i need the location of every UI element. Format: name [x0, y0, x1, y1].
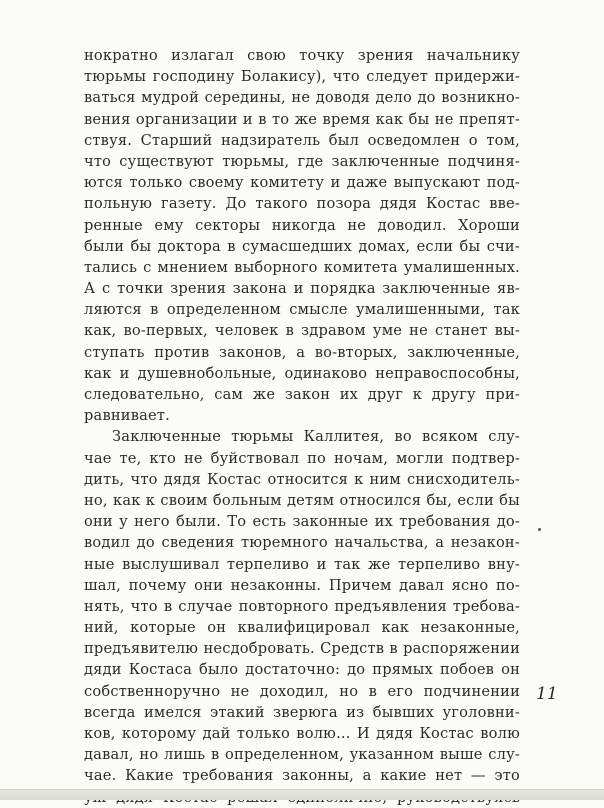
text-line: были бы доктора в сумасшедших домах, если бы счи-: [84, 237, 520, 255]
text-line: тюрьмы господину Болакису), что следует придержи-: [84, 68, 520, 86]
text-line: следовательно, сам же закон их друг к другу при-: [84, 386, 520, 403]
text-line: ются только своему комитету и даже выпускают под-: [84, 174, 520, 192]
text-line: ступать против законов, а во-вторых, заключенные,: [84, 343, 520, 361]
text-line: ренные ему секторы никогда не доводил. Хороши: [84, 216, 520, 234]
text-line: дяди Костаса было достаточно: до прямых побоев он: [84, 661, 520, 679]
text-line: что существуют тюрьмы, где заключенные подчиня-: [84, 152, 520, 170]
text-line: польную газету. До такого позора дядя Костас вве-: [84, 195, 520, 213]
text-line: вения организации и в то же время как бы не препят-: [84, 110, 520, 128]
text-block: [84, 45, 520, 808]
text-line: собственноручно не доходил, но в его подчинении: [84, 682, 520, 700]
text-line: всегда имелся этакий зверюга из бывших уголовни-: [84, 703, 520, 721]
text-line: водил до сведения тюремного начальства, а незакон-: [84, 534, 520, 552]
text-line: давал, но лишь в определенном, указанном выше слу-: [84, 746, 520, 764]
text-line: ваться мудрой середины, не доводя дело до возникно-: [84, 89, 520, 107]
text-line: как и душевнобольные, одинаково неправоспособны,: [84, 364, 520, 382]
text-line: Заключенные тюрьмы Каллитея, во всяком слу-: [112, 428, 520, 446]
page-number: 11: [536, 684, 558, 704]
text-line: равнивает.: [84, 407, 170, 425]
text-line: А с точки зрения закона и порядка заключенные яв-: [84, 280, 520, 298]
text-line: ков, которому дай только волю... И дядя Костас волю: [84, 725, 520, 742]
text-line: но, как к своим больным детям относился бы, если бы: [84, 491, 520, 509]
print-speck: [538, 528, 541, 531]
page-bottom-edge: [0, 789, 604, 800]
text-line: нократно излагал свою точку зрения начальнику: [84, 47, 520, 64]
text-line: чае. Какие требования законны, а какие нет — это: [84, 767, 520, 785]
text-line: тались с мнением выборного комитета умалишенных.: [84, 258, 520, 276]
text-line: ствуя. Старший надзиратель был осведомлен о том,: [84, 131, 520, 149]
text-line: чае те, кто не буйствовал по ночам, могли подтвер-: [84, 449, 520, 467]
text-line: дить, что дядя Костас относится к ним снисходитель-: [84, 470, 520, 488]
text-line: ляются в определенном смысле умалишенными, так: [84, 301, 520, 319]
text-line: нять, что в случае повторного предъявления требова-: [84, 597, 520, 615]
text-line: предъявителю несдобровать. Средств в распоряжении: [84, 640, 520, 658]
text-line: они у него были. То есть законные их требования до-: [84, 513, 520, 531]
text-line: ний, которые он квалифицировал как незаконные,: [84, 619, 520, 637]
text-line: шал, почему они незаконны. Причем давал ясно по-: [84, 576, 520, 594]
text-line: как, во-первых, человек в здравом уме не станет вы-: [84, 322, 520, 340]
text-line: ные выслушивал терпеливо и так же терпеливо вну-: [84, 555, 520, 573]
